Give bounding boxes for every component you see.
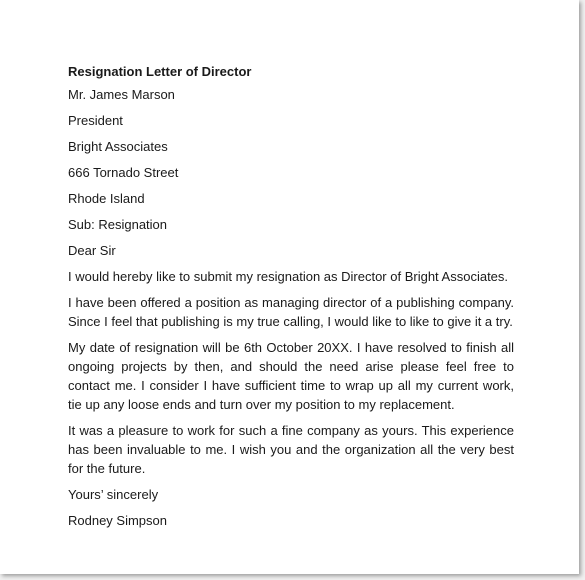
recipient-company: Bright Associates (68, 139, 168, 154)
recipient-state: Rhode Island (68, 191, 145, 206)
recipient-street: 666 Tornado Street (68, 165, 179, 180)
recipient-name: Mr. James Marson (68, 87, 175, 102)
subject-line: Sub: Resignation (68, 217, 168, 232)
paragraph-4: It was a pleasure to work for such a fine company as yours. This experience has been invaluable to me. I wish you and the organization all the very best for the future. (68, 423, 514, 476)
signature-name: Rodney Simpson (68, 513, 167, 528)
paragraph-1: I would hereby like to submit my resignation as Director of Bright Associates. (68, 269, 509, 284)
salutation: Dear Sir (68, 243, 116, 258)
paragraph-3: My date of resignation will be 6th October 20XX. I have resolved to finish all ongoing projects by then, and should the need arise please feel free to contact me. I consider I have sufficient time to wrap up all my current work, tie up any loose ends and turn over my position to my replacement. (68, 340, 514, 412)
paragraph-2: I have been offered a position as managing director of a publishing company. Since I feel that publishing is my true calling, I would like to like to give it a try. (68, 295, 514, 329)
letter-title: Resignation Letter of Director (68, 64, 252, 79)
letter-body (68, 62, 514, 537)
recipient-title: President (68, 113, 123, 128)
closing: Yours’ sincerely (68, 487, 159, 502)
